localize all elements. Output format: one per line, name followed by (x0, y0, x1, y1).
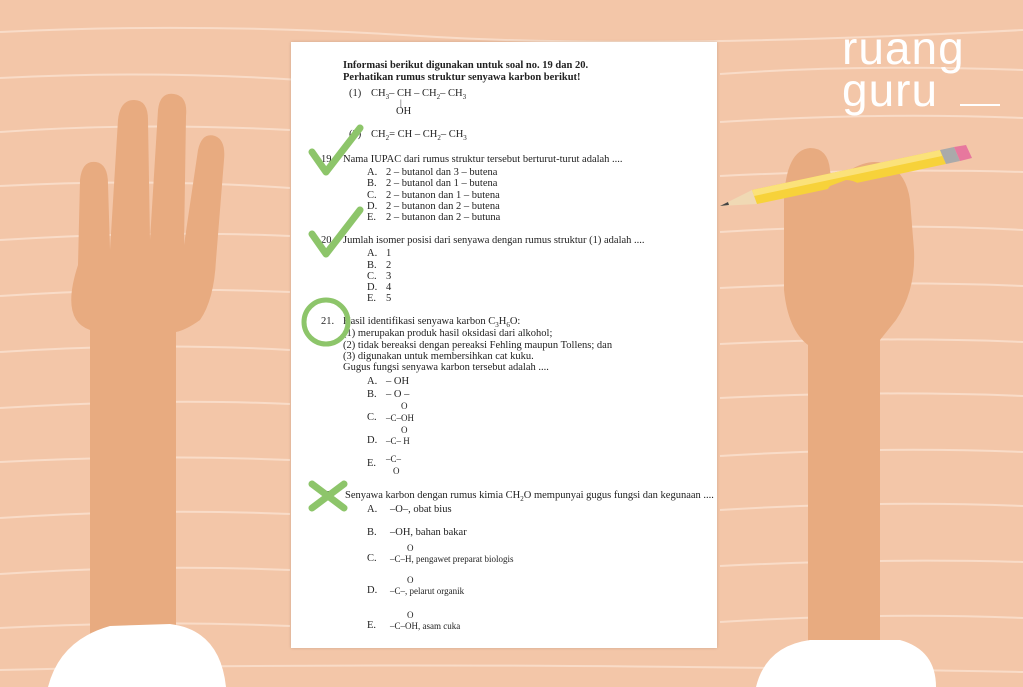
q19-option-c-text: 2 – butanon dan 1 – butena (386, 190, 500, 201)
q22-option-c-letter: C. (367, 553, 377, 564)
q19-option-d-letter: D. (367, 201, 378, 212)
q21-option-e-letter: E. (367, 458, 377, 469)
structure-1-oh: OH (396, 106, 412, 117)
q21-option-a-letter: A. (367, 376, 378, 387)
structure-1-bond: | (400, 98, 402, 108)
q21-line4: (3) digunakan untuk membersihkan cat kuku. (343, 351, 534, 362)
q22-option-d-letter: D. (367, 585, 378, 596)
q21-option-b-letter: B. (367, 389, 377, 400)
q22-option-e-top: O (407, 610, 414, 620)
q19-option-a-letter: A. (367, 167, 378, 178)
q22-text: Senyawa karbon dengan rumus kimia $CH_2O$ mempunyai gugus fungsi dan kegunaan .... (345, 490, 714, 503)
q19-option-b-text: 2 – butanol dan 1 – butena (386, 178, 498, 189)
q21-option-c-letter: C. (367, 412, 377, 423)
circle-icon-q21 (300, 296, 352, 348)
q22-option-e-letter: E. (367, 620, 377, 631)
q21-option-b-text: – O – (386, 389, 410, 400)
q20-option-b-letter: B. (367, 260, 377, 271)
logo-underline (960, 104, 1000, 106)
q20-option-c-text: 3 (386, 271, 392, 282)
q20-option-b-text: 2 (386, 260, 392, 271)
q19-option-b-letter: B. (367, 178, 377, 189)
structure-2-label: (2) (349, 129, 362, 140)
q21-option-d-text: –C– H (386, 436, 410, 446)
structure-1-label: (1) (349, 88, 362, 99)
ruangguru-logo (842, 22, 992, 116)
q22-option-b-text: –OH, bahan bakar (390, 527, 467, 538)
intro-line2: Perhatikan rumus struktur senyawa karbon berikut! (343, 72, 581, 83)
q21-line2: (1) merupakan produk hasil oksidasi dari alkohol; (343, 328, 553, 339)
q20-option-e-letter: E. (367, 293, 377, 304)
q21-number: 21. (321, 316, 335, 327)
structure-2-formula: $CH_2=$ CH – $CH_2-$ $CH_3$ (371, 129, 467, 142)
q21-option-a-text: – OH (386, 376, 410, 387)
cross-icon-q22 (306, 478, 350, 514)
q20-number: 20. (321, 235, 335, 246)
q19-option-d-text: 2 – butanon dan 2 – butena (386, 201, 500, 212)
check-icon-q20 (306, 204, 366, 264)
q22-option-c-top: O (407, 543, 414, 553)
q21-option-d-top: O (401, 425, 408, 435)
q20-option-c-letter: C. (367, 271, 377, 282)
q22-option-d-text: –C–, pelarut organik (390, 586, 465, 596)
q20-option-d-text: 4 (386, 282, 392, 293)
left-hand (0, 0, 300, 687)
q21-line3: (2) tidak bereaksi dengan pereaksi Fehling maupun Tollens; dan (343, 340, 613, 351)
q19-text: Nama IUPAC dari rumus struktur tersebut berturut-turut adalah .... (343, 154, 623, 165)
q20-text: Jumlah isomer posisi dari senyawa dengan rumus struktur (1) adalah .... (343, 235, 645, 246)
q22-option-e-text: –C–OH, asam cuka (390, 621, 461, 631)
q22-option-a-letter: A. (367, 504, 378, 515)
q20-option-e-text: 5 (386, 293, 392, 304)
q21-option-e-text: –C– (386, 454, 402, 464)
q22-option-c-text: –C–H, pengawet preparat biologis (390, 554, 514, 564)
q20-option-a-letter: A. (367, 248, 378, 259)
q21-option-c-top: O (401, 401, 408, 411)
q22-option-a-text: –O–, obat bius (390, 504, 452, 515)
q21-option-d-letter: D. (367, 435, 378, 446)
q22-option-b-letter: B. (367, 527, 377, 538)
check-icon-q19 (306, 122, 366, 182)
q19-option-e-letter: E. (367, 212, 377, 223)
logo-line2: guru (842, 64, 939, 116)
q19-option-e-text: 2 – butanon dan 2 – butuna (386, 212, 501, 223)
intro-line1: Informasi berikut digunakan untuk soal no. 19 dan 20. (343, 60, 589, 71)
q22-option-d-top: O (407, 575, 414, 585)
logo-line1: ruang (842, 22, 965, 74)
q22-number: 22. (321, 490, 335, 501)
q21-option-e-bottom: O (393, 466, 400, 476)
q21-line1: Hasil identifikasi senyawa karbon $C_3H_6O$: (343, 316, 521, 329)
structure-1-formula: $CH_3-$ CH – $CH_2-$ $CH_3$ (371, 88, 467, 101)
q20-option-a-text: 1 (386, 248, 392, 259)
q20-option-d-letter: D. (367, 282, 378, 293)
q19-option-a-text: 2 – butanol dan 3 – butena (386, 167, 498, 178)
q19-number: 19. (321, 154, 335, 165)
q19-option-c-letter: C. (367, 190, 377, 201)
q21-line5: Gugus fungsi senyawa karbon tersebut adalah .... (343, 362, 549, 373)
q21-option-c-text: –C–OH (386, 413, 415, 423)
